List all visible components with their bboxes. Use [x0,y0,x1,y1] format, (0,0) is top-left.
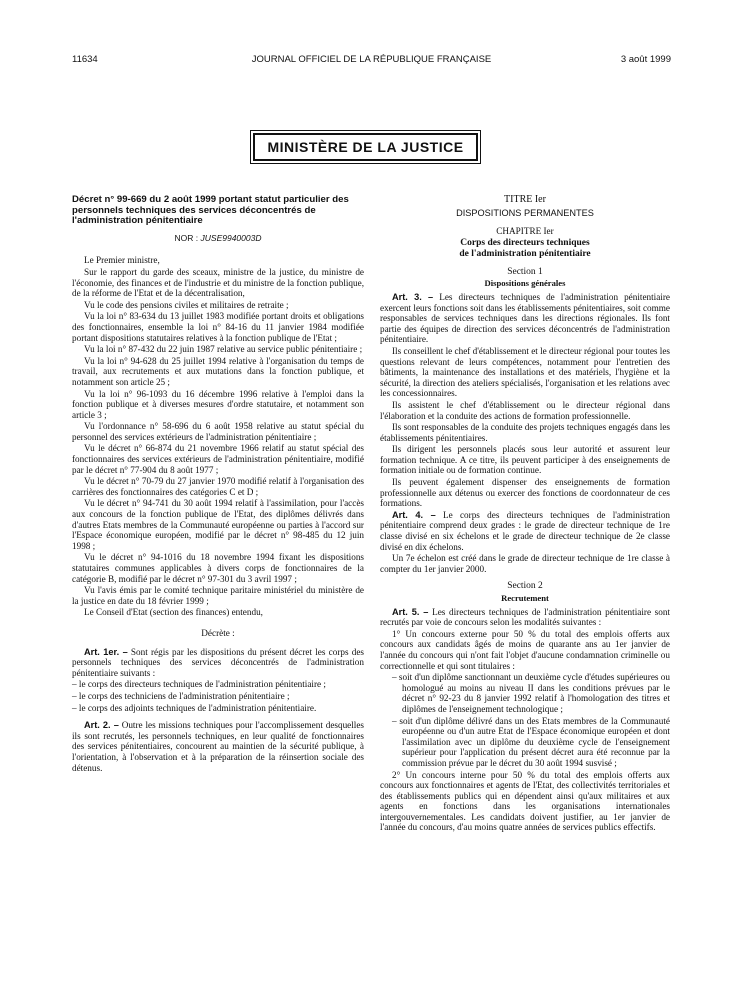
paragraph: Un 7e échelon est créé dans le grade de directeur technique de 1re classe à compter du 1er janvier 2000. [380,553,670,574]
corps-heading [380,238,670,260]
list-item: – soit d'un diplôme délivré dans un des Etats membres de la Communauté européenne ou d'un autre Etat de l'Espace économique européen et dont l'assimilation avec un diplôme du deuxième cycle de l'enseignement supérieur pour l'application du présent décret aura été reconnue par la commission prévue par le décret du 30 août 1994 susvisé ; [392,715,670,768]
journal-title: JOURNAL OFFICIEL DE LA RÉPUBLIQUE FRANÇAISE [251,54,492,65]
article-1 [72,647,364,679]
list-item: – le corps des techniciens de l'administration pénitentiaire ; [72,690,290,701]
nor-label: NOR : [174,232,199,243]
visa-paragraph: Vu le décret n° 66-874 du 21 novembre 1966 relatif au statut spécial des fonctionnaires des services extérieurs de l'administration pénitentiaire, modifié par le décret n° 77-904 du 8 août 1977 ; [72,443,364,475]
corps-heading-line-1: Corps des directeurs techniques [460,237,590,248]
article-5-label: Art. 5. – [392,606,429,617]
paragraph: Ils peuvent également dispenser des enseignements de formation professionnelle aux détenus ou exercer des fonctions de coordonnateur de ces formations. [380,477,670,509]
visa-paragraph: Le Premier ministre, [84,255,160,266]
decree-title: Décret n° 99-669 du 2 août 1999 portant statut particulier des personnels techniques des services déconcentrés de l'administration pénitentiaire [72,194,349,227]
section-2-heading: Section 2 [507,581,543,592]
article-2 [72,720,364,773]
ministry-title: MINISTÈRE DE LA JUSTICE [253,133,477,161]
paragraph: Ils assistent le chef d'établissement ou le directeur régional dans l'élaboration et la conduite des actions de formation professionnelle. [380,399,670,421]
article-4-label: Art. 4. – [392,509,436,520]
decrete-heading: Décrète : [201,627,235,638]
section-1-subheading: Dispositions générales [484,278,566,289]
chapter-heading: CHAPITRE Ier [496,226,554,237]
right-column [380,195,670,834]
ministry-banner [0,130,731,164]
visa-paragraph: Vu la loi n° 83-634 du 13 juillet 1983 modifiée portant droits et obligations des fonctionnaires, ensemble la loi n° 84-16 du 11 janvier 1984 modifiée portant dispositions statutaires relatives à la fonction publique de l'Etat ; [72,311,364,343]
visa-paragraph: Vu le décret n° 94-741 du 30 août 1994 relatif à l'assimilation, pour l'accès aux concours de la fonction publique de l'Etat, des diplômes délivrés dans d'autres Etats membres de la Communauté européenne ou parties à l'accord sur l'Espace économique européen, modifié par le décret n° 98-485 du 12 juin 1998 ; [72,498,364,551]
visa-paragraph: Vu la loi n° 94-628 du 25 juillet 1994 relative à l'organisation du temps de travail, aux recrutements et aux mutations dans la fonction publique, et notamment son article 25 ; [72,355,364,387]
article-3-text: Les directeurs techniques de l'administration pénitentiaire exercent leurs fonctions soit dans les établissements pénitentiaires, soit comme responsables de services techniques dans les directions régionales. Ils font partie des équipes de direction des services déconcentrés de l'administration pénitentiaire. [380,291,670,345]
article-3 [380,292,670,345]
visa-paragraph: Vu la loi n° 96-1093 du 16 décembre 1996 relative à l'emploi dans la fonction publique et à diverses mesures d'ordre statutaire, et notamment son article 3 ; [72,388,364,420]
article-2-text: Outre les missions techniques pour l'accomplissement desquelles ils sont recrutés, les personnels techniques, en leur qualité de fonctionnaires des services pénitentiaires, concourent au maintien de la sécurité publique, à l'orientation, à l'observation et à la préparation de la réinsertion sociale des détenus. [72,720,365,773]
list-item: – le corps des directeurs techniques de l'administration pénitentiaire ; [72,679,326,690]
paragraph: Ils dirigent les personnels placés sous leur autorité et assurent leur formation technique. A ce titre, ils peuvent participer à des enseignements de formation initiale ou de formation continue. [380,444,670,476]
article-4-text: Le corps des directeurs techniques de l'administration pénitentiaire comprend deux grades : le grade de directeur technique de 1re classe divisé en six échelons et le grade de directeur technique de 2e classe divisé en dix échelons. [380,509,671,552]
paragraph: 1° Un concours externe pour 50 % du total des emplois offerts aux concours aux candidats âgés de moins de quarante ans au 1er janvier de l'année du concours qui n'ont fait l'objet d'aucune condamnation criminelle ou correctionnelle et qui sont titulaires : [380,628,670,671]
visa-paragraph: Sur le rapport du garde des sceaux, ministre de la justice, du ministre de l'économie, des finances et de l'industrie et du ministre de la fonction publique, de la réforme de l'Etat et de la décentralisation, [72,266,364,299]
article-1-text: Sont régis par les dispositions du présent décret les corps des personnels techniques des services déconcentrés de l'administration pénitentiaire suivants : [72,646,364,678]
paragraph: Ils sont responsables de la conduite des projets techniques engagés dans les établissements pénitentiaires. [380,422,670,443]
page-number: 11634 [72,54,98,65]
list-item: – le corps des adjoints techniques de l'administration pénitentiaire. [72,702,317,713]
nor-value: JUSE9940003D [200,232,262,243]
visa-paragraph: Vu le code des pensions civiles et militaires de retraite ; [84,299,289,310]
article-5-text: Les directeurs techniques de l'administration pénitentiaire sont recrutés par voie de concours selon les modalités suivantes : [380,606,671,628]
section-1-heading: Section 1 [507,266,543,277]
article-1-label: Art. 1er. – [84,646,128,657]
article-2-label: Art. 2. – [84,720,119,731]
visas-list [72,255,364,618]
list-item: – soit d'un diplôme sanctionnant un deuxième cycle d'études supérieures ou homologué au moins au niveau II dans les conditions prévues par le décret n° 92-23 du 8 janvier 1992 relatif à l'homologation des titres et diplômes de l'enseignement technologique ; [392,672,670,714]
paragraph: Ils conseillent le chef d'établissement et le directeur régional pour toutes les questions relevant de leurs compétences, notamment pour l'entretien des bâtiments, la maintenance des installations et des matériels, l'hygiène et la sécurité, la direction des ateliers spécialisés, l'organisation et les relations avec les concessionnaires. [380,345,670,399]
page-header [72,54,671,68]
publication-date: 3 août 1999 [620,54,671,65]
left-column [72,195,364,774]
visa-paragraph: Vu le décret n° 70-79 du 27 janvier 1970 modifié relatif à l'organisation des carrières des fonctionnaires des catégories C et D ; [72,476,364,497]
visa-paragraph: Vu la loi n° 87-432 du 22 juin 1987 relative au service public pénitentiaire ; [84,344,363,355]
titre-heading: TITRE Ier [504,194,546,205]
article-4 [380,510,670,552]
article-3-label: Art. 3. – [392,291,434,302]
section-2-subheading: Recrutement [501,593,549,603]
titre-subheading: DISPOSITIONS PERMANENTES [456,207,594,218]
article-5 [380,607,670,628]
corps-heading-line-2: de l'administration pénitentiaire [459,248,591,259]
visa-paragraph: Vu le décret n° 94-1016 du 18 novembre 1994 fixant les dispositions statutaires communes applicables à divers corps de fonctionnaires de la catégorie B, modifié par le décret n° 97-301 du 3 avril 1997 ; [72,552,364,584]
visa-paragraph: Vu l'ordonnance n° 58-696 du 6 août 1958 relative au statut spécial du personnel des services extérieurs de l'administration pénitentiaire ; [72,421,364,442]
visa-paragraph: Vu l'avis émis par le comité technique paritaire ministériel du ministère de la justice en date du 18 février 1999 ; [72,585,364,606]
paragraph: 2° Un concours interne pour 50 % du total des emplois offerts aux concours aux fonctionnaires et agents de l'Etat, des collectivités territoriales et des établissements publics qui en dépendent ainsi qu'aux militaires et aux agents en fonctions dans les organisations internationales intergouvernementales. Les candidats doivent justifier, au 1er janvier de l'année du concours, d'au moins quatre années de services publics effectifs. [380,769,670,833]
nor-reference [72,233,364,244]
visa-paragraph: Le Conseil d'Etat (section des finances) entendu, [84,607,263,618]
